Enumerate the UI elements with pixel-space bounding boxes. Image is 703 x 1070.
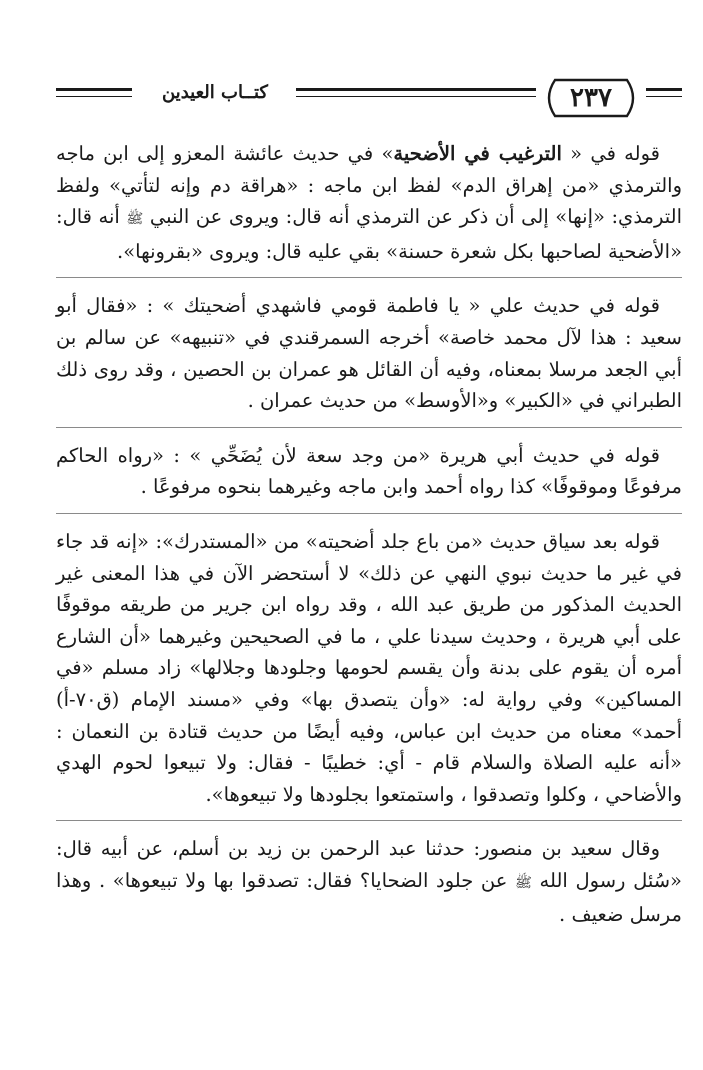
paragraph-4 (56, 526, 682, 810)
header-rule-middle-bottom (296, 96, 536, 97)
header-rule-left-bottom (56, 96, 132, 97)
bold-heading: الترغيب في الأضحية (393, 142, 562, 165)
text-run: قوله بعد سياق حديث «من باع جلد أضحيته» من «المستدرك»: «إنه قد جاء في غير ما حديث نبوي النهي عن ذلك» لا أستحضر الآن في هذا المعنى غير الحديث المذكور من طريق عبد الله ، وقد رواه ابن جرير من طريقه موقوفًا على أبي هريرة ، وحديث سيدنا علي ، ما في الصحيحين وغيرهما «أن الشارع أمره أن يقوم على بدنة وأن يقسم لحومها وجلودها وجلالها» زاد مسلم «في المساكين» وفي رواية له: «وأن يتصدق بها» وفي «مسند الإمام (ق٧٠-أ) أحمد» معناه من حديث ابن عباس، وفيه أيضًا من حديث قتادة بن النعمان : «أنه عليه الصلاة والسلام قام - أي: خطيبًا - فقال: ولا تبيعوا لحوم الهدي والأضاحي ، وكلوا وتصدقوا ، واستمتعوا بجلودها ولا تبيعوها». (56, 529, 682, 806)
paragraph-divider (56, 513, 682, 514)
text-run: وقال سعيد بن منصور: حدثنا عبد الرحمن بن زيد بن أسلم، عن أبيه قال: «سُئل رسول الله (56, 837, 682, 892)
text-run: قوله في حديث علي « يا فاطمة قومي فاشهدي أضحيتك » : «فقال أبو سعيد : هذا لآل محمد خاصة» أخرجه السمرقندي في «تنبيهه» عن سالم بن أبي الجعد مرسلا بمعناه، وفيه أن القائل هو عمران بن الحصين ، وقد روى ذلك الطبراني في «الكبير» و«الأوسط» من حديث عمران . (56, 294, 682, 413)
text-run: قوله في حديث أبي هريرة «من وجد سعة لأن يُضَحِّي » : «رواه الحاكم مرفوعًا وموقوفًا» كذا رواه أحمد وابن ماجه وغيرهما بنحوه مرفوعًا . (56, 443, 682, 499)
page-header (56, 74, 682, 134)
paragraph-3 (56, 440, 682, 503)
text-run: قوله في « (561, 142, 660, 165)
header-rule-right-bottom (646, 96, 682, 97)
paragraph-divider (56, 277, 682, 278)
paragraph-1 (56, 138, 682, 267)
text-run: » في حديث عائشة المعزو إلى ابن ماجه والترمذي «من إهراق الدم» لفظ ابن ماجه : «هراقة دم وإنه لتأتي» ولفظ الترمذي: «إنها» إلى أن ذكر عن الترمذي أنه قال: ويروى عن النبي (56, 142, 682, 229)
header-rule-middle-top (296, 88, 536, 91)
page-body (56, 138, 682, 950)
header-rule-left-top (56, 88, 132, 91)
salawat-glyph: ﷺ (515, 874, 532, 891)
salawat-glyph: ﷺ (126, 211, 144, 228)
header-rule-right-top (646, 88, 682, 91)
paragraph-5 (56, 833, 682, 931)
running-title: كتــاب العيدين (161, 82, 268, 103)
page-number: ٢٣٧ (570, 83, 612, 113)
paragraph-2 (56, 290, 682, 416)
text-run: عن جلود الضحايا؟ فقال: تصدقوا بها ولا تبيعوها» . وهذا مرسل ضعيف . (56, 868, 682, 927)
paragraph-divider (56, 427, 682, 428)
paragraph-divider (56, 820, 682, 821)
text-run: أنه قال: «الأضحية لصاحبها بكل شعرة حسنة» بقي عليه قال: ويروى «بقرونها». (56, 205, 682, 263)
page-number-badge (541, 76, 641, 120)
